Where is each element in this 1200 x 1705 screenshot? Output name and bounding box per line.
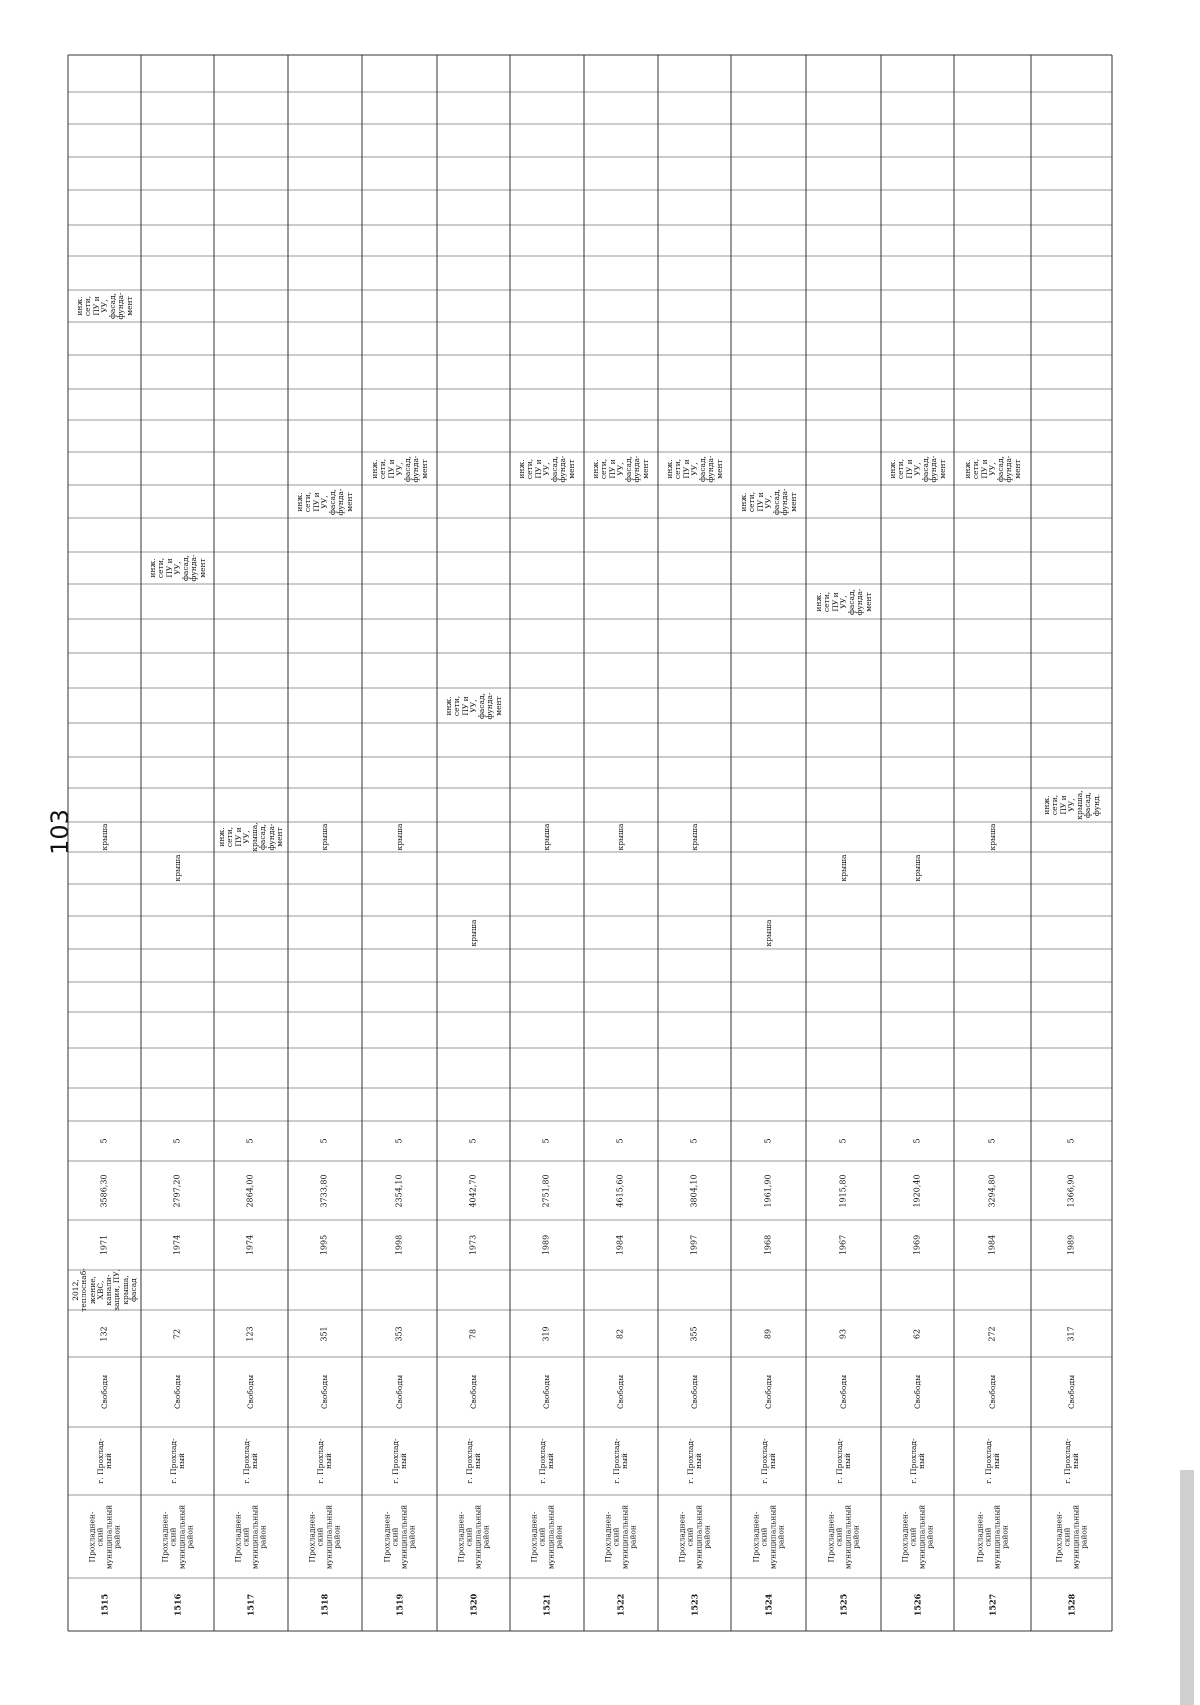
- house-number-cell: 72: [172, 1328, 182, 1339]
- city-cell: г. Прохлад- ный: [168, 1438, 186, 1484]
- row-number: 1523: [689, 1593, 700, 1616]
- floors-cell: 5: [987, 1138, 997, 1144]
- area-cell: 1920,40: [912, 1173, 922, 1208]
- row-number: 1518: [319, 1593, 330, 1616]
- year-cell: 1969: [912, 1234, 922, 1256]
- row-number: 1524: [763, 1593, 774, 1616]
- area-cell: 3804,10: [689, 1173, 699, 1208]
- street-cell: Свободы: [468, 1374, 478, 1410]
- work-type-cell: крыша: [319, 823, 329, 851]
- district-cell: Прохладнен- ский муниципальный район: [87, 1504, 121, 1569]
- floors-cell: 5: [689, 1138, 699, 1144]
- work-type-cell: крыша: [615, 823, 625, 851]
- work-type-cell: крыша: [99, 823, 109, 851]
- work-type-cell: инж. сети, ПУ и УУ, фасад, фунда- мент: [74, 292, 134, 320]
- year-cell: 1989: [1066, 1234, 1076, 1256]
- city-cell: г. Прохлад- ный: [537, 1438, 555, 1484]
- district-cell: Прохладнен- ский муниципальный район: [751, 1504, 785, 1569]
- floors-cell: 5: [541, 1138, 551, 1144]
- work-type-cell: инж. сети, ПУ и УУ, крыша, фасад, фунд.: [1041, 790, 1101, 820]
- street-cell: Свободы: [394, 1374, 404, 1410]
- district-cell: Прохладнен- ский муниципальный район: [1054, 1504, 1088, 1569]
- work-type-cell: крыша: [689, 823, 699, 851]
- house-number-cell: 353: [394, 1325, 404, 1342]
- note-cell: 2012, теплоснаб- жение, ХВС, канали- зация, ПУ, крыша, фасад: [70, 1268, 138, 1312]
- year-cell: 1973: [468, 1234, 478, 1256]
- district-cell: Прохладнен- ский муниципальный район: [456, 1504, 490, 1569]
- year-cell: 1974: [172, 1234, 182, 1256]
- area-cell: 2354,10: [394, 1173, 404, 1208]
- area-cell: 3733,80: [319, 1173, 329, 1208]
- city-cell: г. Прохлад- ный: [685, 1438, 703, 1484]
- floors-cell: 5: [172, 1138, 182, 1144]
- city-cell: г. Прохлад- ный: [834, 1438, 852, 1484]
- work-type-cell: крыша: [541, 823, 551, 851]
- street-cell: Свободы: [245, 1374, 255, 1410]
- street-cell: Свободы: [541, 1374, 551, 1410]
- floors-cell: 5: [763, 1138, 773, 1144]
- work-type-cell: инж. сети, ПУ и УУ, фасад, фунда- мент: [887, 455, 947, 482]
- work-type-cell: крыша: [468, 919, 478, 946]
- floors-cell: 5: [838, 1138, 848, 1144]
- city-cell: г. Прохлад- ный: [315, 1438, 333, 1484]
- area-cell: 4042,70: [468, 1173, 478, 1208]
- row-number: 1516: [172, 1593, 183, 1616]
- street-cell: Свободы: [838, 1374, 848, 1410]
- district-cell: Прохладнен- ский муниципальный район: [677, 1504, 711, 1569]
- work-type-cell: крыша: [987, 823, 997, 851]
- row-number: 1526: [912, 1593, 923, 1616]
- row-number: 1521: [541, 1593, 552, 1616]
- city-cell: г. Прохлад- ный: [759, 1438, 777, 1484]
- year-cell: 1984: [987, 1234, 997, 1256]
- scan-edge: [1180, 1470, 1194, 1705]
- district-cell: Прохладнен- ский муниципальный район: [603, 1504, 638, 1569]
- floors-cell: 5: [394, 1138, 404, 1144]
- city-cell: г. Прохлад- ный: [390, 1438, 408, 1484]
- work-type-cell: инж. сети, ПУ и УУ, крыша, фасад, фунда- мент: [217, 822, 284, 852]
- house-number-cell: 132: [99, 1325, 109, 1342]
- year-cell: 1974: [245, 1234, 255, 1256]
- work-type-cell: крыша: [763, 919, 773, 946]
- area-cell: 1961,90: [763, 1173, 773, 1208]
- house-number-cell: 62: [912, 1328, 922, 1339]
- work-type-cell: инж. сети, ПУ и УУ, фасад, фунда- мент: [443, 692, 503, 719]
- street-cell: Свободы: [763, 1374, 773, 1410]
- year-cell: 1971: [99, 1234, 109, 1256]
- work-type-cell: крыша: [394, 823, 404, 851]
- work-type-cell: крыша: [172, 854, 182, 882]
- row-number: 1515: [99, 1593, 110, 1616]
- work-type-cell: крыша: [838, 854, 848, 882]
- work-type-cell: крыша: [912, 854, 922, 882]
- street-cell: Свободы: [319, 1374, 329, 1410]
- floors-cell: 5: [245, 1138, 255, 1144]
- street-cell: Свободы: [99, 1374, 109, 1410]
- work-type-cell: инж. сети, ПУ и УУ, фасад, фунда- мент: [369, 455, 429, 482]
- house-number-cell: 355: [689, 1325, 699, 1342]
- house-number-cell: 78: [468, 1328, 478, 1339]
- work-type-cell: инж. сети, ПУ и УУ, фасад, фунда- мент: [591, 455, 650, 482]
- area-cell: 3294,80: [987, 1173, 997, 1208]
- city-cell: г. Прохлад- ный: [983, 1438, 1001, 1484]
- city-cell: г. Прохлад- ный: [611, 1438, 629, 1484]
- house-number-cell: 89: [763, 1328, 773, 1339]
- work-type-cell: инж. сети, ПУ и УУ, фасад, фунда- мент: [738, 488, 798, 515]
- floors-cell: 5: [319, 1138, 329, 1144]
- district-cell: Прохладнен- ский муниципальный район: [529, 1504, 564, 1569]
- area-cell: 4615,60: [615, 1173, 625, 1208]
- year-cell: 1967: [838, 1234, 848, 1256]
- floors-cell: 5: [912, 1138, 922, 1144]
- house-number-cell: 82: [615, 1328, 625, 1339]
- street-cell: Свободы: [912, 1374, 922, 1410]
- work-type-cell: инж. сети, ПУ и УУ, фасад, фунда- мент: [962, 455, 1022, 482]
- work-type-cell: инж. сети, ПУ и УУ, фасад, фунда- мент: [813, 588, 873, 615]
- row-number: 1527: [987, 1593, 998, 1616]
- city-cell: г. Прохлад- ный: [464, 1438, 482, 1484]
- house-number-cell: 123: [245, 1325, 255, 1342]
- street-cell: Свободы: [615, 1374, 625, 1410]
- work-type-cell: инж. сети, ПУ и УУ, фасад, фунда- мент: [664, 455, 724, 482]
- row-number: 1519: [394, 1593, 405, 1616]
- house-number-cell: 272: [987, 1325, 997, 1342]
- district-cell: Прохладнен- ский муниципальный район: [307, 1504, 342, 1569]
- district-cell: Прохладнен- ский муниципальный район: [382, 1504, 416, 1569]
- area-cell: 2864,00: [245, 1173, 255, 1208]
- area-cell: 3586,30: [99, 1173, 109, 1208]
- city-cell: г. Прохлад- ный: [241, 1438, 259, 1484]
- year-cell: 1968: [763, 1234, 773, 1256]
- area-cell: 2797,20: [172, 1173, 182, 1208]
- area-cell: 2751,80: [541, 1173, 551, 1208]
- floors-cell: 5: [1066, 1138, 1076, 1144]
- row-number: 1517: [245, 1593, 256, 1616]
- floors-cell: 5: [615, 1138, 625, 1144]
- work-type-cell: инж. сети, ПУ и УУ, фасад, фунда- мент: [295, 488, 354, 515]
- city-cell: г. Прохлад- ный: [908, 1438, 926, 1484]
- street-cell: Свободы: [172, 1374, 182, 1410]
- house-number-cell: 93: [838, 1328, 848, 1339]
- house-number-cell: 319: [541, 1325, 551, 1342]
- year-cell: 1998: [394, 1234, 404, 1256]
- floors-cell: 5: [99, 1138, 109, 1144]
- city-cell: г. Прохлад- ный: [95, 1438, 113, 1484]
- year-cell: 1997: [689, 1234, 699, 1256]
- year-cell: 1984: [615, 1234, 625, 1256]
- area-cell: 1915,80: [838, 1173, 848, 1208]
- district-cell: Прохладнен- ский муниципальный район: [826, 1504, 860, 1569]
- year-cell: 1995: [319, 1234, 329, 1256]
- street-cell: Свободы: [1066, 1374, 1076, 1410]
- row-number: 1520: [468, 1593, 479, 1616]
- district-cell: Прохладнен- ский муниципальный район: [900, 1504, 934, 1569]
- district-cell: Прохладнен- ский муниципальный район: [233, 1504, 268, 1569]
- area-cell: 1366,90: [1066, 1173, 1076, 1208]
- year-cell: 1989: [541, 1234, 551, 1256]
- row-number: 1522: [615, 1593, 626, 1616]
- house-number-cell: 317: [1066, 1325, 1076, 1342]
- district-cell: Прохладнен- ский муниципальный район: [160, 1504, 194, 1569]
- street-cell: Свободы: [689, 1374, 699, 1410]
- row-number: 1525: [838, 1593, 849, 1616]
- page-number: 103: [46, 809, 74, 855]
- street-cell: Свободы: [987, 1374, 997, 1410]
- city-cell: г. Прохлад- ный: [1062, 1438, 1080, 1484]
- work-type-cell: инж. сети, ПУ и УУ, фасад, фунда- мент: [517, 455, 576, 482]
- district-cell: Прохладнен- ский муниципальный район: [975, 1504, 1009, 1569]
- house-number-cell: 351: [319, 1325, 329, 1342]
- work-type-cell: инж. сети, ПУ и УУ, фасад, фунда- мент: [147, 554, 207, 582]
- row-number: 1528: [1066, 1593, 1077, 1616]
- floors-cell: 5: [468, 1138, 478, 1144]
